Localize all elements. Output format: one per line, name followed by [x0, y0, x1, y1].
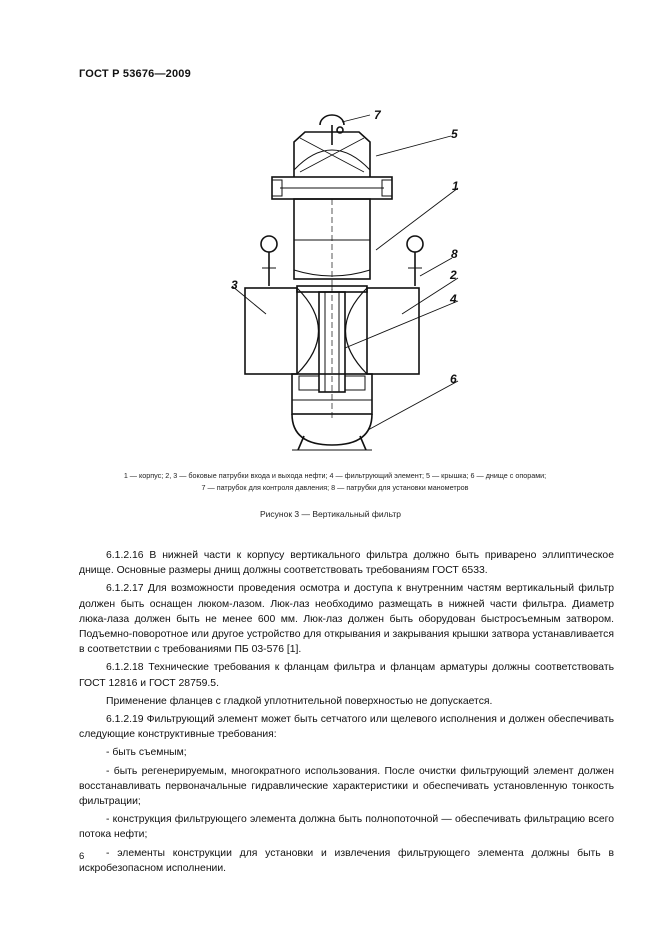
nozzle-left [245, 288, 297, 374]
paragraph: 6.1.2.16 В нижней части к корпусу вертикального фильтра должно быть приварено эллиптическое днище. Основные размеры днищ должны соответствовать требованиям ГОСТ 6533. [79, 550, 614, 577]
paragraph: 6.1.2.18 Технические требования к фланцам фильтра и фланцам арматуры должны соответствовать ГОСТ 12816 и ГОСТ 28759.5. [79, 662, 614, 689]
callout-5: 5 [451, 127, 458, 141]
gauge-right [407, 236, 423, 252]
legend-line-1: 1 — корпус; 2, 3 — боковые патрубки входа и выхода нефти; 4 — фильтрующий элемент; 5 — крышка; 6 — днище с опорами; [123, 471, 547, 480]
callout-3: 3 [231, 278, 238, 292]
list-item: - элементы конструкции для установки и извлечения фильтрующего элемента должны быть в искробезопасном исполнении. [79, 847, 614, 874]
gauge-left [261, 236, 277, 252]
body-text [79, 548, 614, 876]
figure-title: Рисунок 3 — Вертикальный фильтр [260, 509, 401, 519]
callout-7: 7 [374, 108, 381, 122]
filter-drawing [180, 100, 480, 460]
bottom-head [292, 414, 372, 445]
callout-2: 2 [450, 268, 457, 282]
paragraph: 6.1.2.17 Для возможности проведения осмотра и доступа к внутренним частям вертикальный фильтр должен быть оснащен люком-лазом. Люк-лаз необходимо размещать в нижней части фильтра. Диаметр люка-лаза должен быть не менее 600 мм. Люк-лаз должен быть оборудован быстросъемным затвором. Подъемно-поворотное или другое устройство для открывания и закрывания крышки затвора устанавливается в соответствии с требованиями ПБ 03-576 [1]. [79, 583, 614, 656]
callout-6: 6 [450, 372, 457, 386]
page-number: 6 [79, 851, 85, 862]
list-item: - быть регенерируемым, многократного использования. После очистки фильтрующий элемент должен восстанавливать первоначальные гидравлические характеристики и обеспечивать установленную тонкость фильтрации; [79, 765, 614, 808]
nozzle-right [367, 288, 419, 374]
paragraph: 6.1.2.19 Фильтрующий элемент может быть сетчатого или щелевого исполнения и должен обеспечивать следующие конструктивные требования: [79, 714, 614, 741]
list-item: - конструкция фильтрующего элемента должна быть полнопоточной — обеспечивать фильтрацию всего потока нефти; [79, 814, 614, 841]
list-item: - быть съемным; [106, 747, 187, 759]
figure-legend [70, 470, 600, 494]
document-header: ГОСТ Р 53676—2009 [79, 68, 191, 80]
pressure-valve [320, 115, 344, 125]
callout-4: 4 [450, 292, 457, 306]
callout-1: 1 [452, 179, 459, 193]
legend-line-2: 7 — патрубок для контроля давления; 8 — патрубки для установки манометров [201, 483, 469, 492]
callout-8: 8 [451, 247, 458, 261]
paragraph: Применение фланцев с гладкой уплотнительной поверхностью не допускается. [106, 695, 493, 707]
